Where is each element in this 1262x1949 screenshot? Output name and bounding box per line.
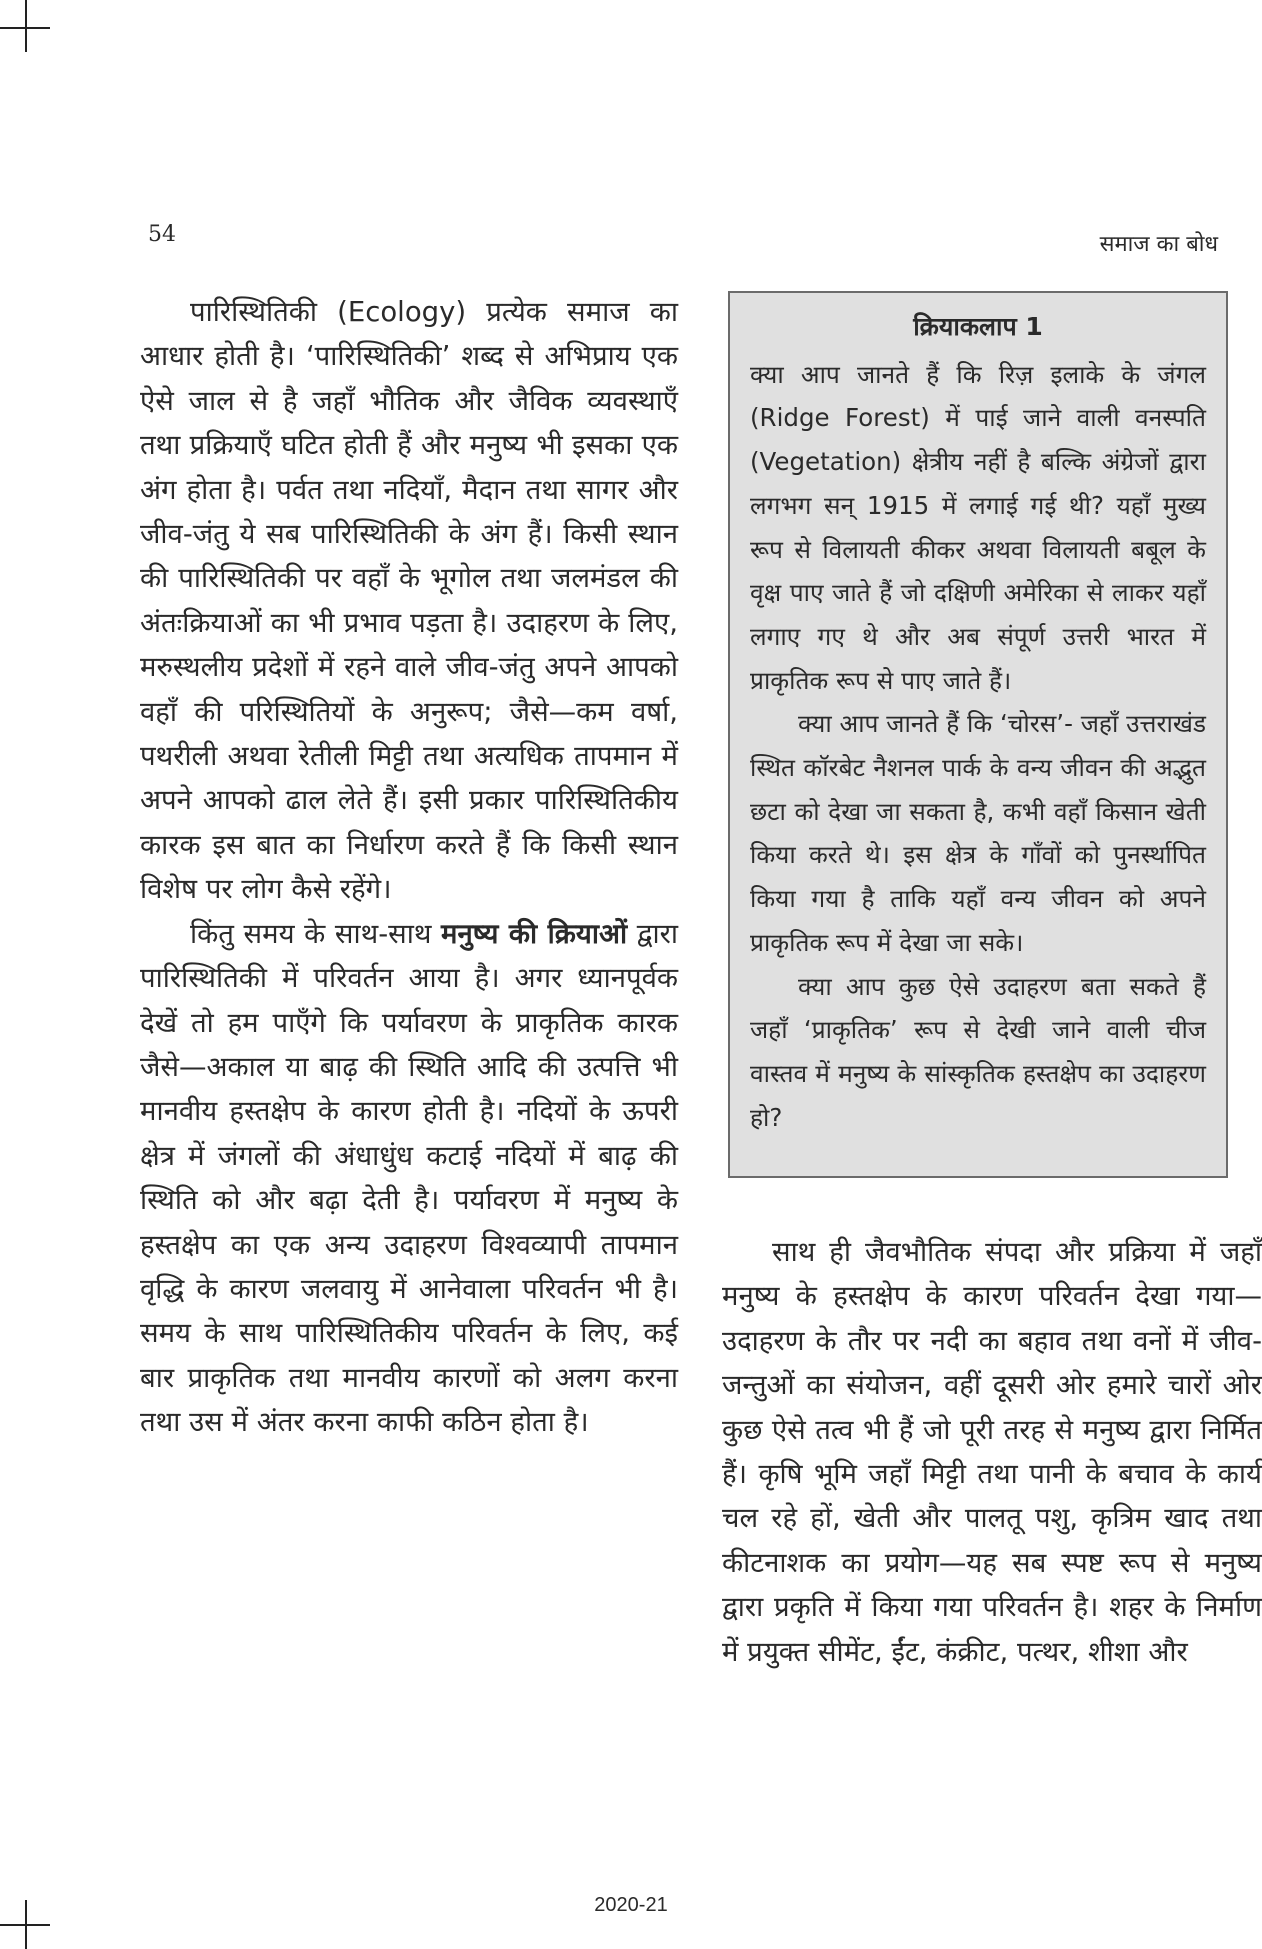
- crop-mark-top-left-v: [25, 0, 27, 52]
- right-paragraph-1: साथ ही जैवभौतिक संपदा और प्रक्रिया में जहाँ मनुष्य के हस्तक्षेप के कारण परिवर्तन देखा गया—उदाहरण के तौर पर नदी का बहाव तथा वनों में जीव-जन्तुओं का संयोजन, वहीं दूसरी ओर हमारे चारों ओर कुछ ऐसे तत्व भी हैं जो पूरी तरह से मनुष्य द्वारा निर्मित हैं। कृषि भूमि जहाँ मिट्टी तथा पानी के बचाव के कार्य चल रहे हों, खेती और पालतू पशु, कृत्रिम खाद तथा कीटनाशक का प्रयोग—यह सब स्पष्ट रूप से मनुष्य द्वारा प्रकृति में किया गया परिवर्तन है। शहर के निर्माण में प्रयुक्त सीमेंट, ईंट, कंक्रीट, पत्थर, शीशा और: [722, 1236, 1262, 1668]
- right-column: [722, 1230, 1262, 1674]
- para2-start: किंतु समय के साथ-साथ: [190, 917, 432, 950]
- para2-bold-phrase: मनुष्य की क्रियाओं: [441, 917, 628, 950]
- footer-year: 2020-21: [594, 1894, 668, 1916]
- activity-paragraph-3: क्या आप कुछ ऐसे उदाहरण बता सकते हैं जहाँ ‘प्राकृतिक’ रूप से देखी जाने वाली चीज वास्तव में मनुष्य के सांस्कृतिक हस्तक्षेप का उदाहरण हो?: [750, 971, 1206, 1132]
- left-column: [140, 290, 678, 1445]
- page-number: 54: [148, 222, 176, 247]
- activity-paragraph-2: क्या आप जानते हैं कि ‘चोरस’- जहाँ उत्तराखंड स्थित कॉरबेट नैशनल पार्क के वन्य जीवन की अद्भुत छटा को देखा जा सकता है, कभी वहाँ किसान खेती किया करते थे। इस क्षेत्र के गाँवों को पुनर्स्थापित किया गया है ताकि यहाँ वन्य जीवन को अपने प्राकृतिक रूप में देखा जा सके।: [750, 709, 1206, 957]
- left-paragraph-1: पारिस्थितिकी (Ecology) प्रत्येक समाज का आधार होती है। ‘पारिस्थितिकी’ शब्द से अभिप्राय एक ऐसे जाल से है जहाँ भौतिक और जैविक व्यवस्थाएँ तथा प्रक्रियाएँ घटित होती हैं और मनुष्य भी इसका एक अंग होता है। पर्वत तथा नदियाँ, मैदान तथा सागर और जीव-जंतु ये सब पारिस्थितिकी के अंग हैं। किसी स्थान की पारिस्थितिकी पर वहाँ के भूगोल तथा जलमंडल की अंतःक्रियाओं का भी प्रभाव पड़ता है। उदाहरण के लिए, मरुस्थलीय प्रदेशों में रहने वाले जीव-जंतु अपने आपको वहाँ की परिस्थितियों के अनुरूप; जैसे—कम वर्षा, पथरीली अथवा रेतीली मिट्टी तथा अत्यधिक तापमान में अपने आपको ढाल लेते हैं। इसी प्रकार पारिस्थितिकीय कारक इस बात का निर्धारण करते हैं कि किसी स्थान विशेष पर लोग कैसे रहेंगे।: [140, 296, 678, 906]
- running-header-title: समाज का बोध: [1099, 232, 1218, 257]
- activity-title: क्रियाकलाप 1: [913, 312, 1043, 341]
- left-paragraph-2: [140, 912, 678, 1445]
- activity-paragraph-1: क्या आप जानते हैं कि रिज़ इलाके के जंगल (Ridge Forest) में पाई जाने वाली वनस्पति (Vegetation) क्षेत्रीय नहीं है बल्कि अंग्रेजों द्वारा लगभग सन् 1915 में लगाई गई थी? यहाँ मुख्य रूप से विलायती कीकर अथवा विलायती बबूल के वृक्ष पाए जाते हैं जो दक्षिणी अमेरिका से लाकर यहाँ लगाए गए थे और अब संपूर्ण उत्तरी भारत में प्राकृतिक रूप से पाए जाते हैं।: [750, 359, 1206, 695]
- para2-rest: द्वारा पारिस्थितिकी में परिवर्तन आया है। अगर ध्यानपूर्वक देखें तो हम पाएँगे कि पर्यावरण के प्राकृतिक कारक जैसे—अकाल या बाढ़ की स्थिति आदि की उत्पत्ति भी मानवीय हस्तक्षेप के कारण होती है। नदियों के ऊपरी क्षेत्र में जंगलों की अंधाधुंध कटाई नदियों में बाढ़ की स्थिति को और बढ़ा देती है। पर्यावरण में मनुष्य के हस्तक्षेप का एक अन्य उदाहरण विश्वव्यापी तापमान वृद्धि के कारण जलवायु में आनेवाला परिवर्तन भी है। समय के साथ पारिस्थितिकीय परिवर्तन के लिए, कई बार प्राकृतिक तथा मानवीय कारणों को अलग करना तथा उस में अंतर करना काफी कठिन होता है।: [140, 917, 679, 1439]
- activity-box: [728, 291, 1228, 1178]
